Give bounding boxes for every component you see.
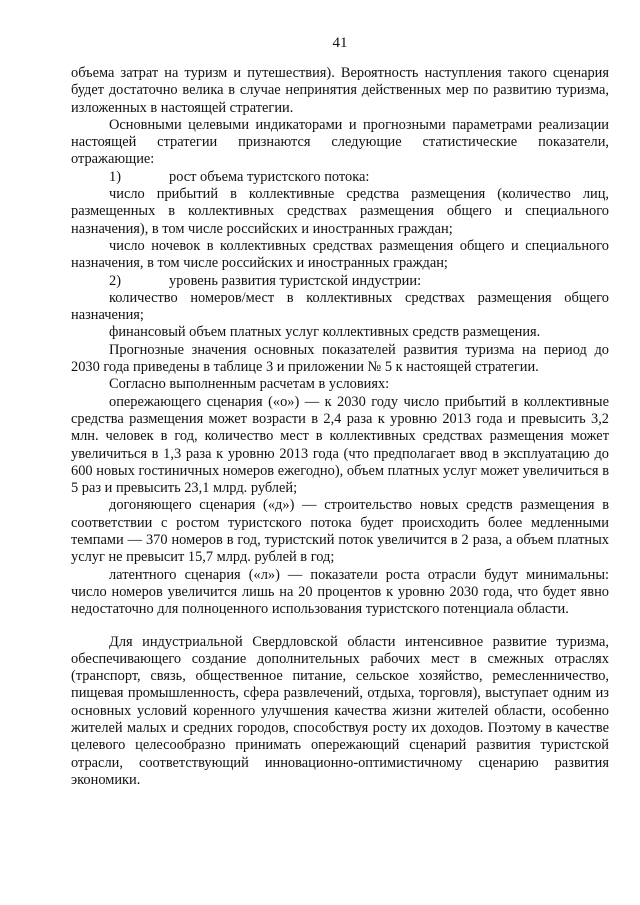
paragraph-indicators-intro: Основными целевыми индикаторами и прогнозными параметрами реализации настоящей стратегии признаются следующие статистические показатели, отражающие: (71, 116, 609, 168)
paragraph-spacer (71, 619, 609, 634)
list-item-industry (71, 273, 609, 290)
paragraph-arrivals: число прибытий в коллективные средства размещения (количество лиц, размещенных в коллективных средствах размещения общего и специального назначения), в том числе российских и иностранных граждан; (71, 186, 609, 237)
paragraph-forecast: Прогнозные значения основных показателей развития туризма на период до 2030 года приведены в таблице 3 и приложении № 5 к настоящей стратегии. (71, 341, 609, 376)
page-number: 41 (332, 35, 348, 51)
list-marker: 1) (109, 168, 121, 185)
paragraph-conclusion: Для индустриальной Свердловской области интенсивное развитие туризма, обеспечивающего создание дополнительных рабочих мест в смежных отраслях (транспорт, связь, общественное питание, сельское хозяйство, ремесленничество, пищевая промышленность, сфера развлечений, отдыха, торговля), выступает одним из основных условий коренного улучшения качества жизни жителей области, особенно жителей малых и средних городов, способствуя росту их доходов. Поэтому в качестве целевого целесообразно принимать опережающий сценарий развития туристской отрасли, соответствующий инновационно-оптимистичному сценарию развития экономики. (71, 633, 609, 788)
paragraph-scenario-catchup: догоняющего сценария («д») — строительство новых средств размещения в соответствии с ростом туристского потока будет происходить более медленными темпами — 370 номеров в год, туристский поток увеличится в 2 раза, а объем платных услуг не превысит 15,7 млрд. рублей в год; (71, 497, 609, 566)
document-page (71, 34, 609, 789)
paragraph-continuation: объема затрат на туризм и путешествия). Вероятность наступления такого сценария будет достаточно велика в случае непринятия действенных мер по развитию туризма, изложенных в настоящей стратегии. (71, 65, 609, 116)
list-item-text: рост объема туристского потока: (169, 168, 370, 185)
paragraph-financial-volume: финансовый объем платных услуг коллективных средств размещения. (109, 324, 541, 341)
list-item-tourist-flow (71, 169, 609, 186)
list-item-text: уровень развития туристской индустрии: (169, 272, 422, 289)
paragraph-calculations: Согласно выполненным расчетам в условиях: (109, 376, 390, 393)
paragraph-scenario-latent: латентного сценария («л») — показатели роста отрасли будут минимальны: число номеров увеличится лишь на 20 процентов к уровню 2030 года, что будет явно недостаточно для полноценного использования туристского потенциала области. (71, 566, 609, 618)
paragraph-overnights: число ночевок в коллективных средствах размещения общего и специального назначения, в том числе российских и иностранных граждан; (71, 237, 609, 272)
paragraph-rooms: количество номеров/мест в коллективных средствах размещения общего назначения; (71, 289, 609, 324)
paragraph-scenario-advanced: опережающего сценария («о») — к 2030 году число прибытий в коллективные средства размещения может возрасти в 2,4 раза к уровню 2013 года и превысить 3,2 млн. человек в год, количество мест в коллективных средствах размещения может увеличиться в 1,3 раза к уровню 2013 года (что предполагает ввод в эксплуатацию до 600 новых гостиничных номеров ежегодно), объем платных услуг может увеличиться в 5 раз и превысить 23,1 млрд. рублей; (71, 393, 609, 497)
list-marker: 2) (109, 272, 121, 289)
